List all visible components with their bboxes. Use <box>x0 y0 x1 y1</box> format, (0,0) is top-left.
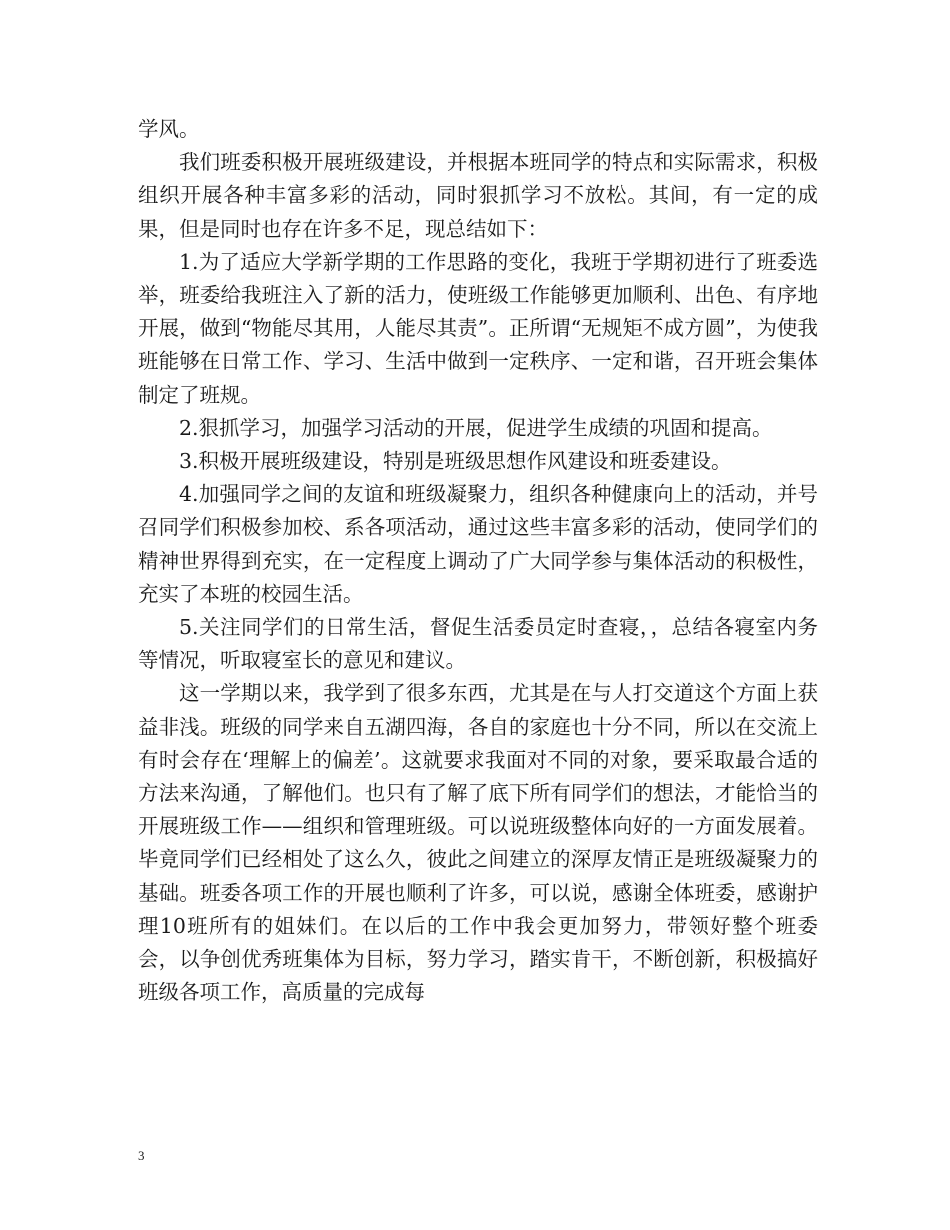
document-body <box>138 113 818 1009</box>
paragraph: 3.积极开展班级建设，特别是班级思想作风建设和班委建设。 <box>179 449 732 474</box>
paragraph: 学风。 <box>138 117 200 141</box>
paragraph: 我们班委积极开展班级建设，并根据本班同学的特点和实际需求，积极组织开展各种丰富多彩的活动，同时狠抓学习不放松。其间，有一定的成果，但是同时也存在许多不足，现总结如下： <box>138 150 818 241</box>
paragraph: 这一学期以来，我学到了很多东西，尤其是在与人打交道这个方面上获益非浅。班级的同学来自五湖四海，各自的家庭也十分不同，所以在交流上有时会存在‘理解上的偏差’。这就要求我面对不同的对象，要采取最合适的方法来沟通，了解他们。也只有了解了底下所有同学们的想法，才能恰当的开展班级工作——组织和管理班级。可以说班级整体向好的一方面发展着。毕竟同学们已经相处了这么久，彼此之间建立的深厚友情正是班级凝聚力的基础。班委各项工作的开展也顺利了许多，可以说，感谢全体班委，感谢护理10班所有的姐妹们。在以后的工作中我会更加努力，带领好整个班委会，以争创优秀班集体为目标，努力学习，踏实肯干，不断创新，积极搞好班级各项工作，高质量的完成每 <box>138 681 818 1005</box>
paragraph: 5.关注同学们的日常生活，督促生活委员定时查寝，，总结各寝室内务等情况，听取寝室长的意见和建议。 <box>138 615 818 673</box>
page-number: 3 <box>138 1148 145 1163</box>
paragraph: 1.为了适应大学新学期的工作思路的变化，我班于学期初进行了班委选举，班委给我班注入了新的活力，使班级工作能够更加顺利、出色、有序地开展，做到“物能尽其用，人能尽其责”。正所谓“无规矩不成方圆”，为使我班能够在日常工作、学习、生活中做到一定秩序、一定和谐，召开班会集体制定了班规。 <box>138 249 818 407</box>
paragraph: 2.狠抓学习，加强学习活动的开展，促进学生成绩的巩固和提高。 <box>179 415 773 440</box>
paragraph: 4.加强同学之间的友谊和班级凝聚力，组织各种健康向上的活动，并号召同学们积极参加校、系各项活动，通过这些丰富多彩的活动，使同学们的精神世界得到充实，在一定程度上调动了广大同学参与集体活动的积极性，充实了本班的校园生活。 <box>138 482 818 606</box>
